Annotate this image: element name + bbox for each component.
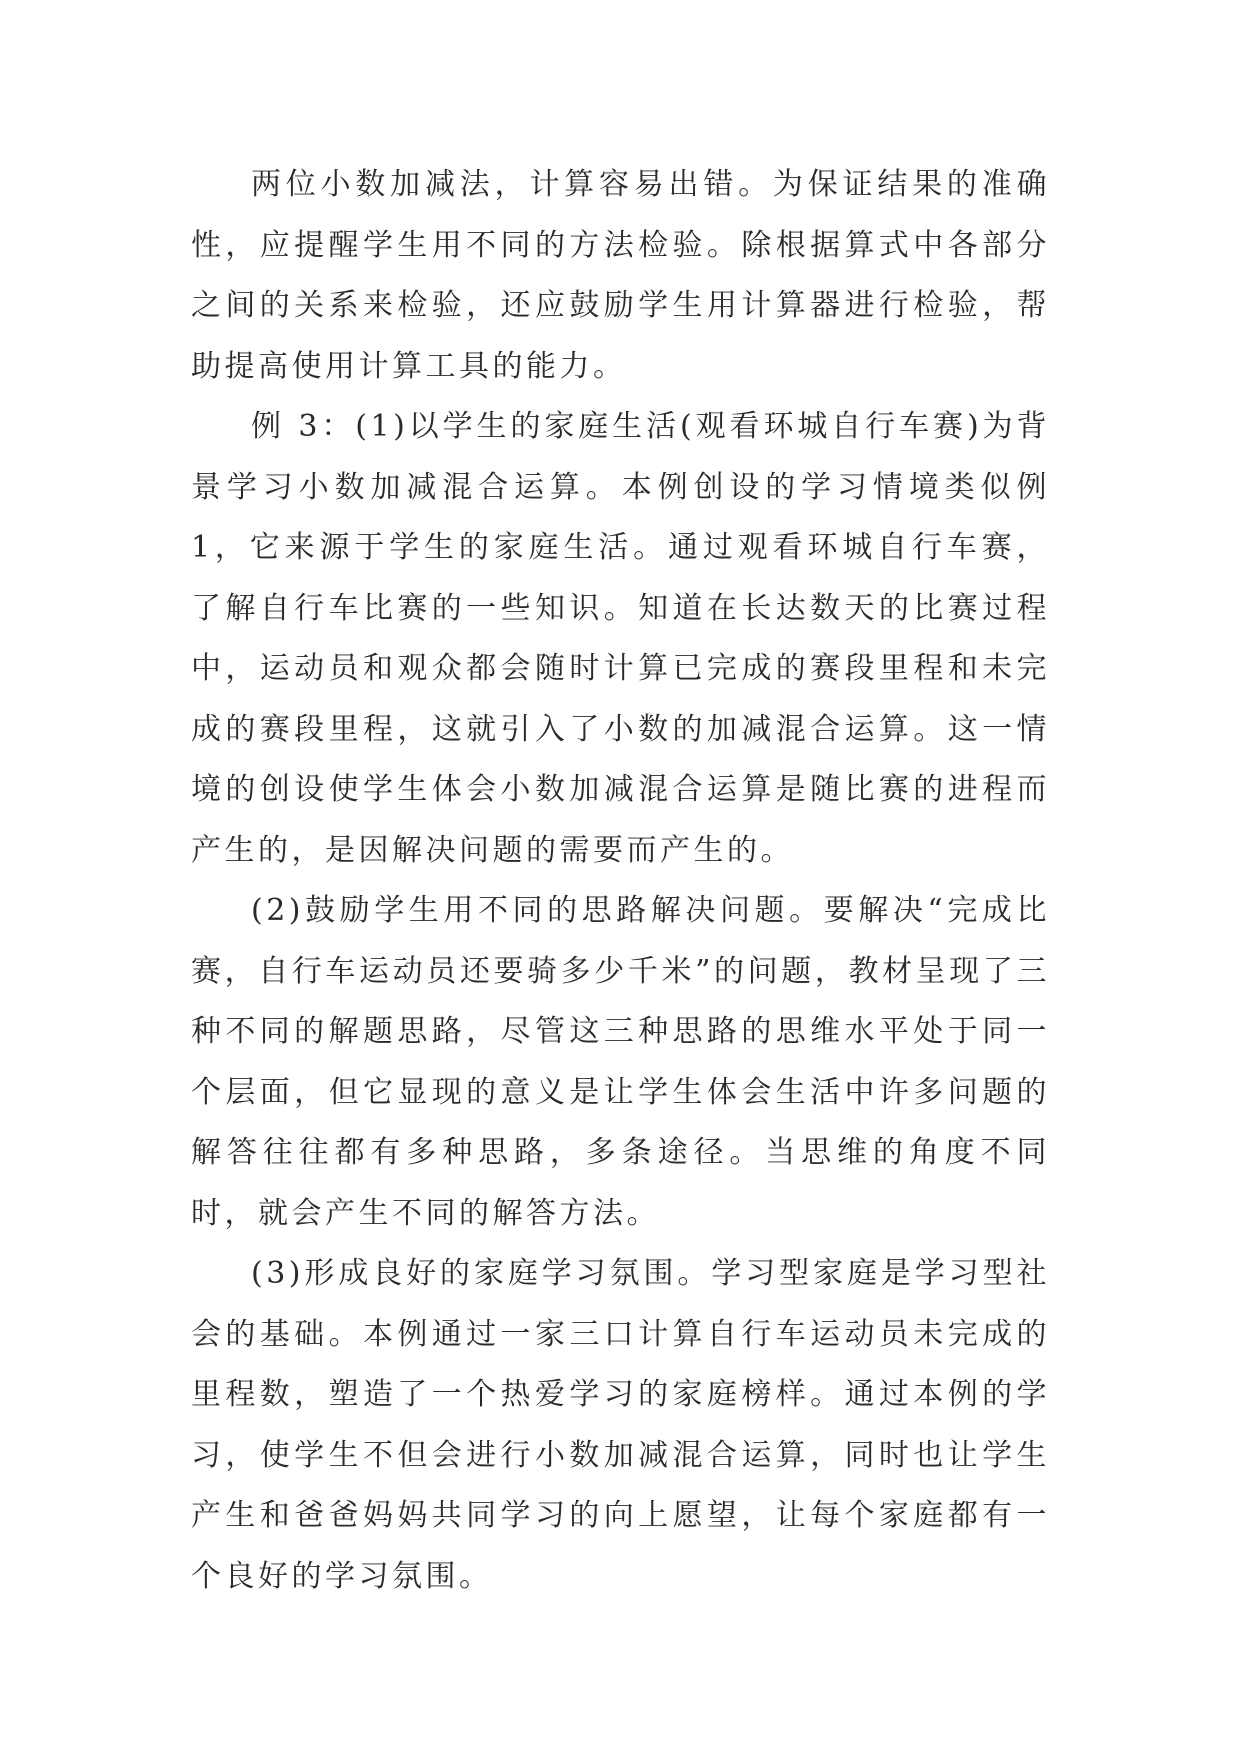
paragraph-example-3-part-1: 例 3：(1)以学生的家庭生活(观看环城自行车赛)为背景学习小数加减混合运算。本例创设的学习情境类似例 1，它来源于学生的家庭生活。通过观看环城自行车赛，了解自行车比赛的一些知识。知道在长达数天的比赛过程中，运动员和观众都会随时计算已完成的赛段里程和未完成的赛段里程，这就引入了小数的加减混合运算。这一情境的创设使学生体会小数加减混合运算是随比赛的进程而产生的，是因解决问题的需要而产生的。 bbox=[191, 409, 1050, 868]
paragraph-example-3-part-2: (2)鼓励学生用不同的思路解决问题。要解决“完成比赛，自行车运动员还要骑多少千米”的问题，教材呈现了三种不同的解题思路，尽管这三种思路的思维水平处于同一个层面，但它显现的意义是让学生体会生活中许多问题的解答往往都有多种思路，多条途径。当思维的角度不同时，就会产生不同的解答方法。 bbox=[191, 893, 1050, 1231]
document-body bbox=[191, 155, 1050, 1607]
paragraph-verification: 两位小数加减法，计算容易出错。为保证结果的准确性，应提醒学生用不同的方法检验。除根据算式中各部分之间的关系来检验，还应鼓励学生用计算器进行检验，帮助提高使用计算工具的能力。 bbox=[191, 167, 1050, 384]
paragraph-example-3-part-3: (3)形成良好的家庭学习氛围。学习型家庭是学习型社会的基础。本例通过一家三口计算自行车运动员未完成的里程数，塑造了一个热爱学习的家庭榜样。通过本例的学习，使学生不但会进行小数加减混合运算，同时也让学生产生和爸爸妈妈共同学习的向上愿望，让每个家庭都有一个良好的学习氛围。 bbox=[191, 1256, 1050, 1594]
